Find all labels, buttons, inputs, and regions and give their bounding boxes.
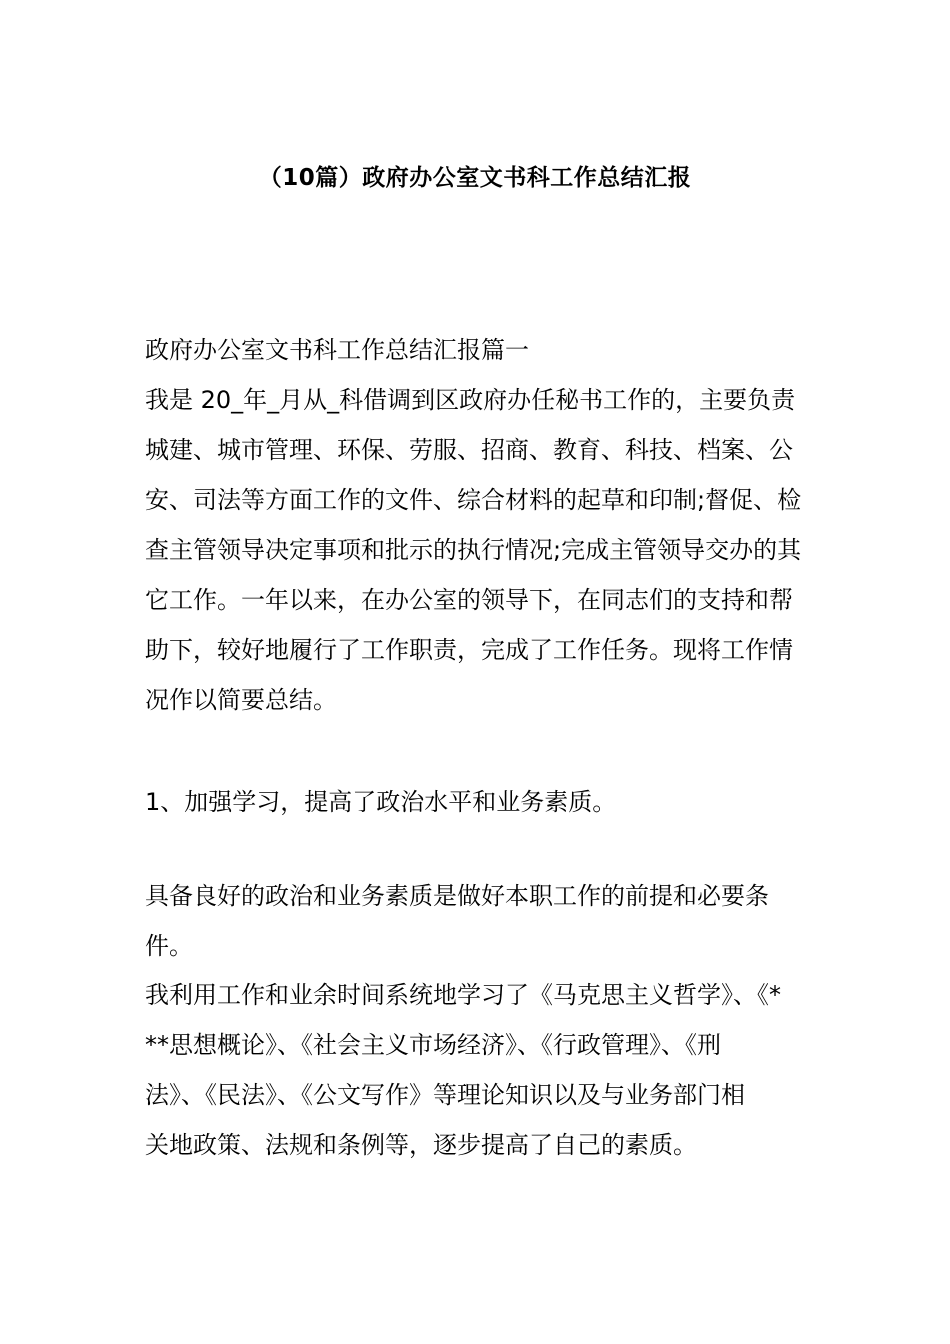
paragraph-line: 助下，较好地履行了工作职责，完成了工作任务。现将工作情 xyxy=(145,636,793,664)
paragraph-line: 安、司法等方面工作的文件、综合材料的起草和印制;督促、检 xyxy=(145,486,802,514)
item-heading-1: 1、加强学习，提高了政治水平和业务素质。 xyxy=(145,788,617,816)
document-title: （10篇）政府办公室文书科工作总结汇报 xyxy=(258,165,692,191)
paragraph-line: **思想概论》、《社会主义市场经济》、《行政管理》、《刑 xyxy=(145,1031,721,1059)
paragraph-line: 法》、《民法》、《公文写作》等理论知识以及与业务部门相 xyxy=(145,1081,745,1109)
section-heading: 政府办公室文书科工作总结汇报篇一 xyxy=(145,336,529,364)
paragraph-line: 查主管领导决定事项和批示的执行情况;完成主管领导交办的其 xyxy=(145,536,802,564)
paragraph-line: 我利用工作和业余时间系统地学习了《马克思主义哲学》、《* xyxy=(145,981,781,1009)
paragraph-study xyxy=(145,970,809,1170)
paragraph-quality: 具备良好的政治和业务素质是做好本职工作的前提和必要条件。 xyxy=(145,882,769,960)
paragraph-line: 况作以简要总结。 xyxy=(145,686,337,714)
paragraph-line: 城建、城市管理、环保、劳服、招商、教育、科技、档案、公 xyxy=(145,436,793,464)
paragraph-intro xyxy=(145,375,809,725)
paragraph-line: 关地政策、法规和条例等，逐步提高了自己的素质。 xyxy=(145,1131,697,1159)
paragraph-line: 我是 20_年_月从_科借调到区政府办任秘书工作的，主要负责 xyxy=(145,386,796,414)
paragraph-line: 它工作。一年以来，在办公室的领导下，在同志们的支持和帮 xyxy=(145,586,793,614)
